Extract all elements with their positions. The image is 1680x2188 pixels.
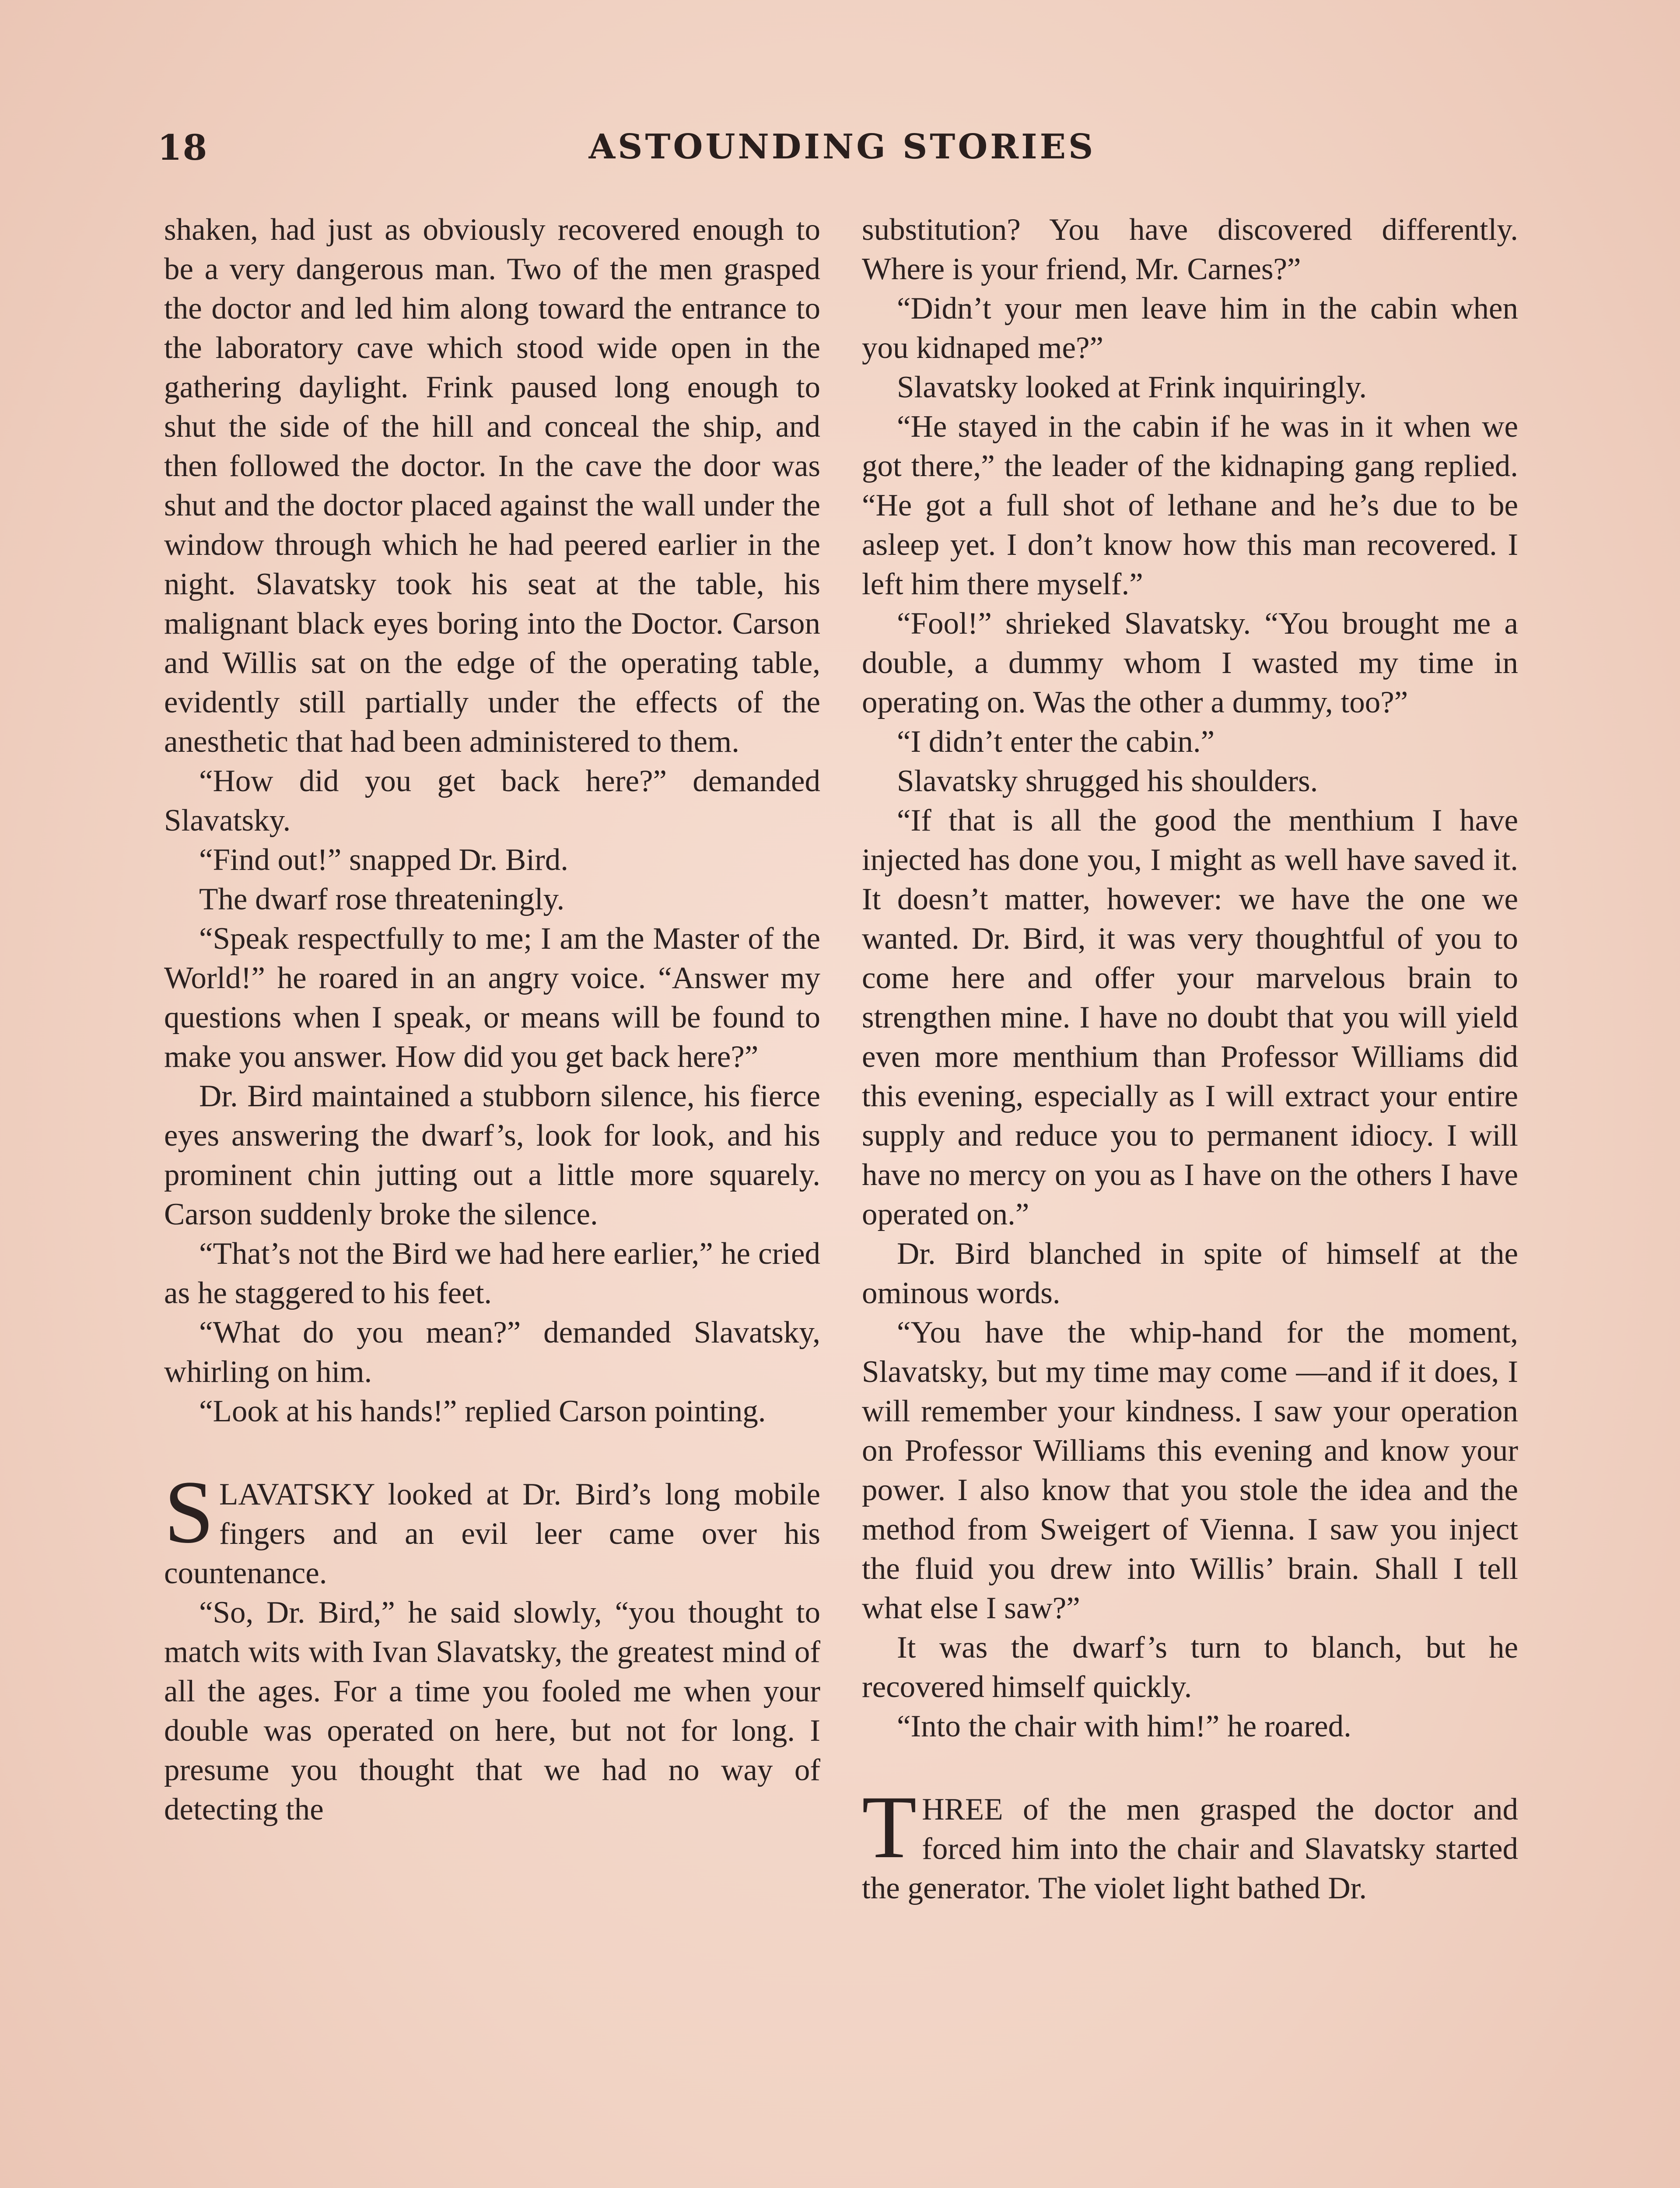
paragraph: It was the dwarf’s turn to blanch, but he recovered himself quickly. (862, 1630, 1518, 1704)
section-opening-paragraph (164, 1462, 820, 1593)
paragraph: substitution? You have discovered differently. Where is your friend, Mr. Carnes?” (862, 213, 1518, 286)
paragraph: “How did you get back here?” demanded Slavatsky. (164, 764, 820, 838)
section-opening-text: LAVATSKY looked at Dr. Bird’s long mobile fingers and an evil leer came over his countenance. (164, 1477, 820, 1590)
paragraph: “If that is all the good the menthium I have injected has done you, I might as well have saved it. It doesn’t matter, however: we have the one we wanted. Dr. Bird, it was very thoughtful of you to come here and offer your marvelous brain to strengthen mine. I have no doubt that you will yield even more menthium than Professor Williams did this evening, especially as I will extract your entire supply and reduce you to permanent idiocy. I will have no mercy on you as I have on the others I have operated on.” (862, 803, 1518, 1231)
paragraph: The dwarf rose threateningly. (199, 882, 565, 916)
page-header (158, 127, 1527, 175)
right-column (862, 210, 1518, 1908)
paragraph: “Didn’t your men leave him in the cabin when you kidnaped me?” (862, 291, 1518, 365)
paragraph: “So, Dr. Bird,” he said slowly, “you thought to match wits with Ivan Slavatsky, the greatest mind of all the ages. For a time you fooled me when your double was operated on here, but not for long. I presume you thought that we had no way of detecting the (164, 1595, 820, 1827)
paragraph: “You have the whip-hand for the moment, Slavatsky, but my time may come —and if it does, I will remember your kindness. I saw your operation on Professor Williams this evening and know your power. I also know that you stole the idea and the method from Sweigert of Vienna. I saw you inject the fluid you drew into Willis’ brain. Shall I tell what else I saw?” (862, 1315, 1518, 1625)
paragraph: Dr. Bird maintained a stubborn silence, his fierce eyes answering the dwarf’s, look for look, and his prominent chin jutting out a little more squarely. Carson suddenly broke the silence. (164, 1079, 820, 1231)
running-head: ASTOUNDING STORIES (588, 127, 1096, 167)
paragraph: shaken, had just as obviously recovered enough to be a very dangerous man. Two of the men grasped the doctor and led him along toward the entrance to the laboratory cave which stood wide open in the gathering daylight. Frink paused long enough to shut the side of the hill and conceal the ship, and then followed the doctor. In the cave the door was shut and the doctor placed against the wall under the window through which he had peered earlier in the night. Slavatsky took his seat at the table, his malignant black eyes boring into the Doctor. Carson and Willis sat on the edge of the operating table, evidently still partially under the effects of the anesthetic that had been administered to them. (164, 213, 820, 759)
paragraph: “Look at his hands!” replied Carson pointing. (199, 1394, 766, 1428)
page-number: 18 (158, 127, 208, 168)
paragraph: “Find out!” snapped Dr. Bird. (199, 843, 568, 877)
paragraph: Slavatsky shrugged his shoulders. (897, 764, 1318, 798)
left-column (164, 210, 820, 1829)
paragraph: “What do you mean?” demanded Slavatsky, whirling on him. (164, 1315, 820, 1389)
section-opening-text: HREE of the men grasped the doctor and forced him into the chair and Slavatsky started the generator. The violet light bathed Dr. (862, 1792, 1518, 1905)
paragraph: “Speak respectfully to me; I am the Master of the World!” he roared in an angry voice. “Answer my questions when I speak, or means will be found to make you answer. How did you get back here?” (164, 922, 820, 1074)
paragraph: Dr. Bird blanched in spite of himself at the ominous words. (862, 1237, 1518, 1310)
paragraph: Slavatsky looked at Frink inquiringly. (897, 370, 1367, 404)
paragraph: “I didn’t enter the cabin.” (897, 725, 1215, 759)
paragraph: “Into the chair with him!” he roared. (897, 1709, 1351, 1743)
paragraph: “He stayed in the cabin if he was in it when we got there,” the leader of the kidnaping gang replied. “He got a full shot of lethane and he’s due to be asleep yet. I don’t know how this man recovered. I left him there myself.” (862, 410, 1518, 601)
paragraph: “Fool!” shrieked Slavatsky. “You brought me a double, a dummy whom I wasted my time in operating on. Was the other a dummy, too?” (862, 607, 1518, 719)
drop-cap: T (862, 1778, 917, 1877)
drop-cap: S (164, 1462, 214, 1562)
paragraph: “That’s not the Bird we had here earlier,” he cried as he staggered to his feet. (164, 1237, 820, 1310)
section-opening-paragraph (862, 1778, 1518, 1908)
